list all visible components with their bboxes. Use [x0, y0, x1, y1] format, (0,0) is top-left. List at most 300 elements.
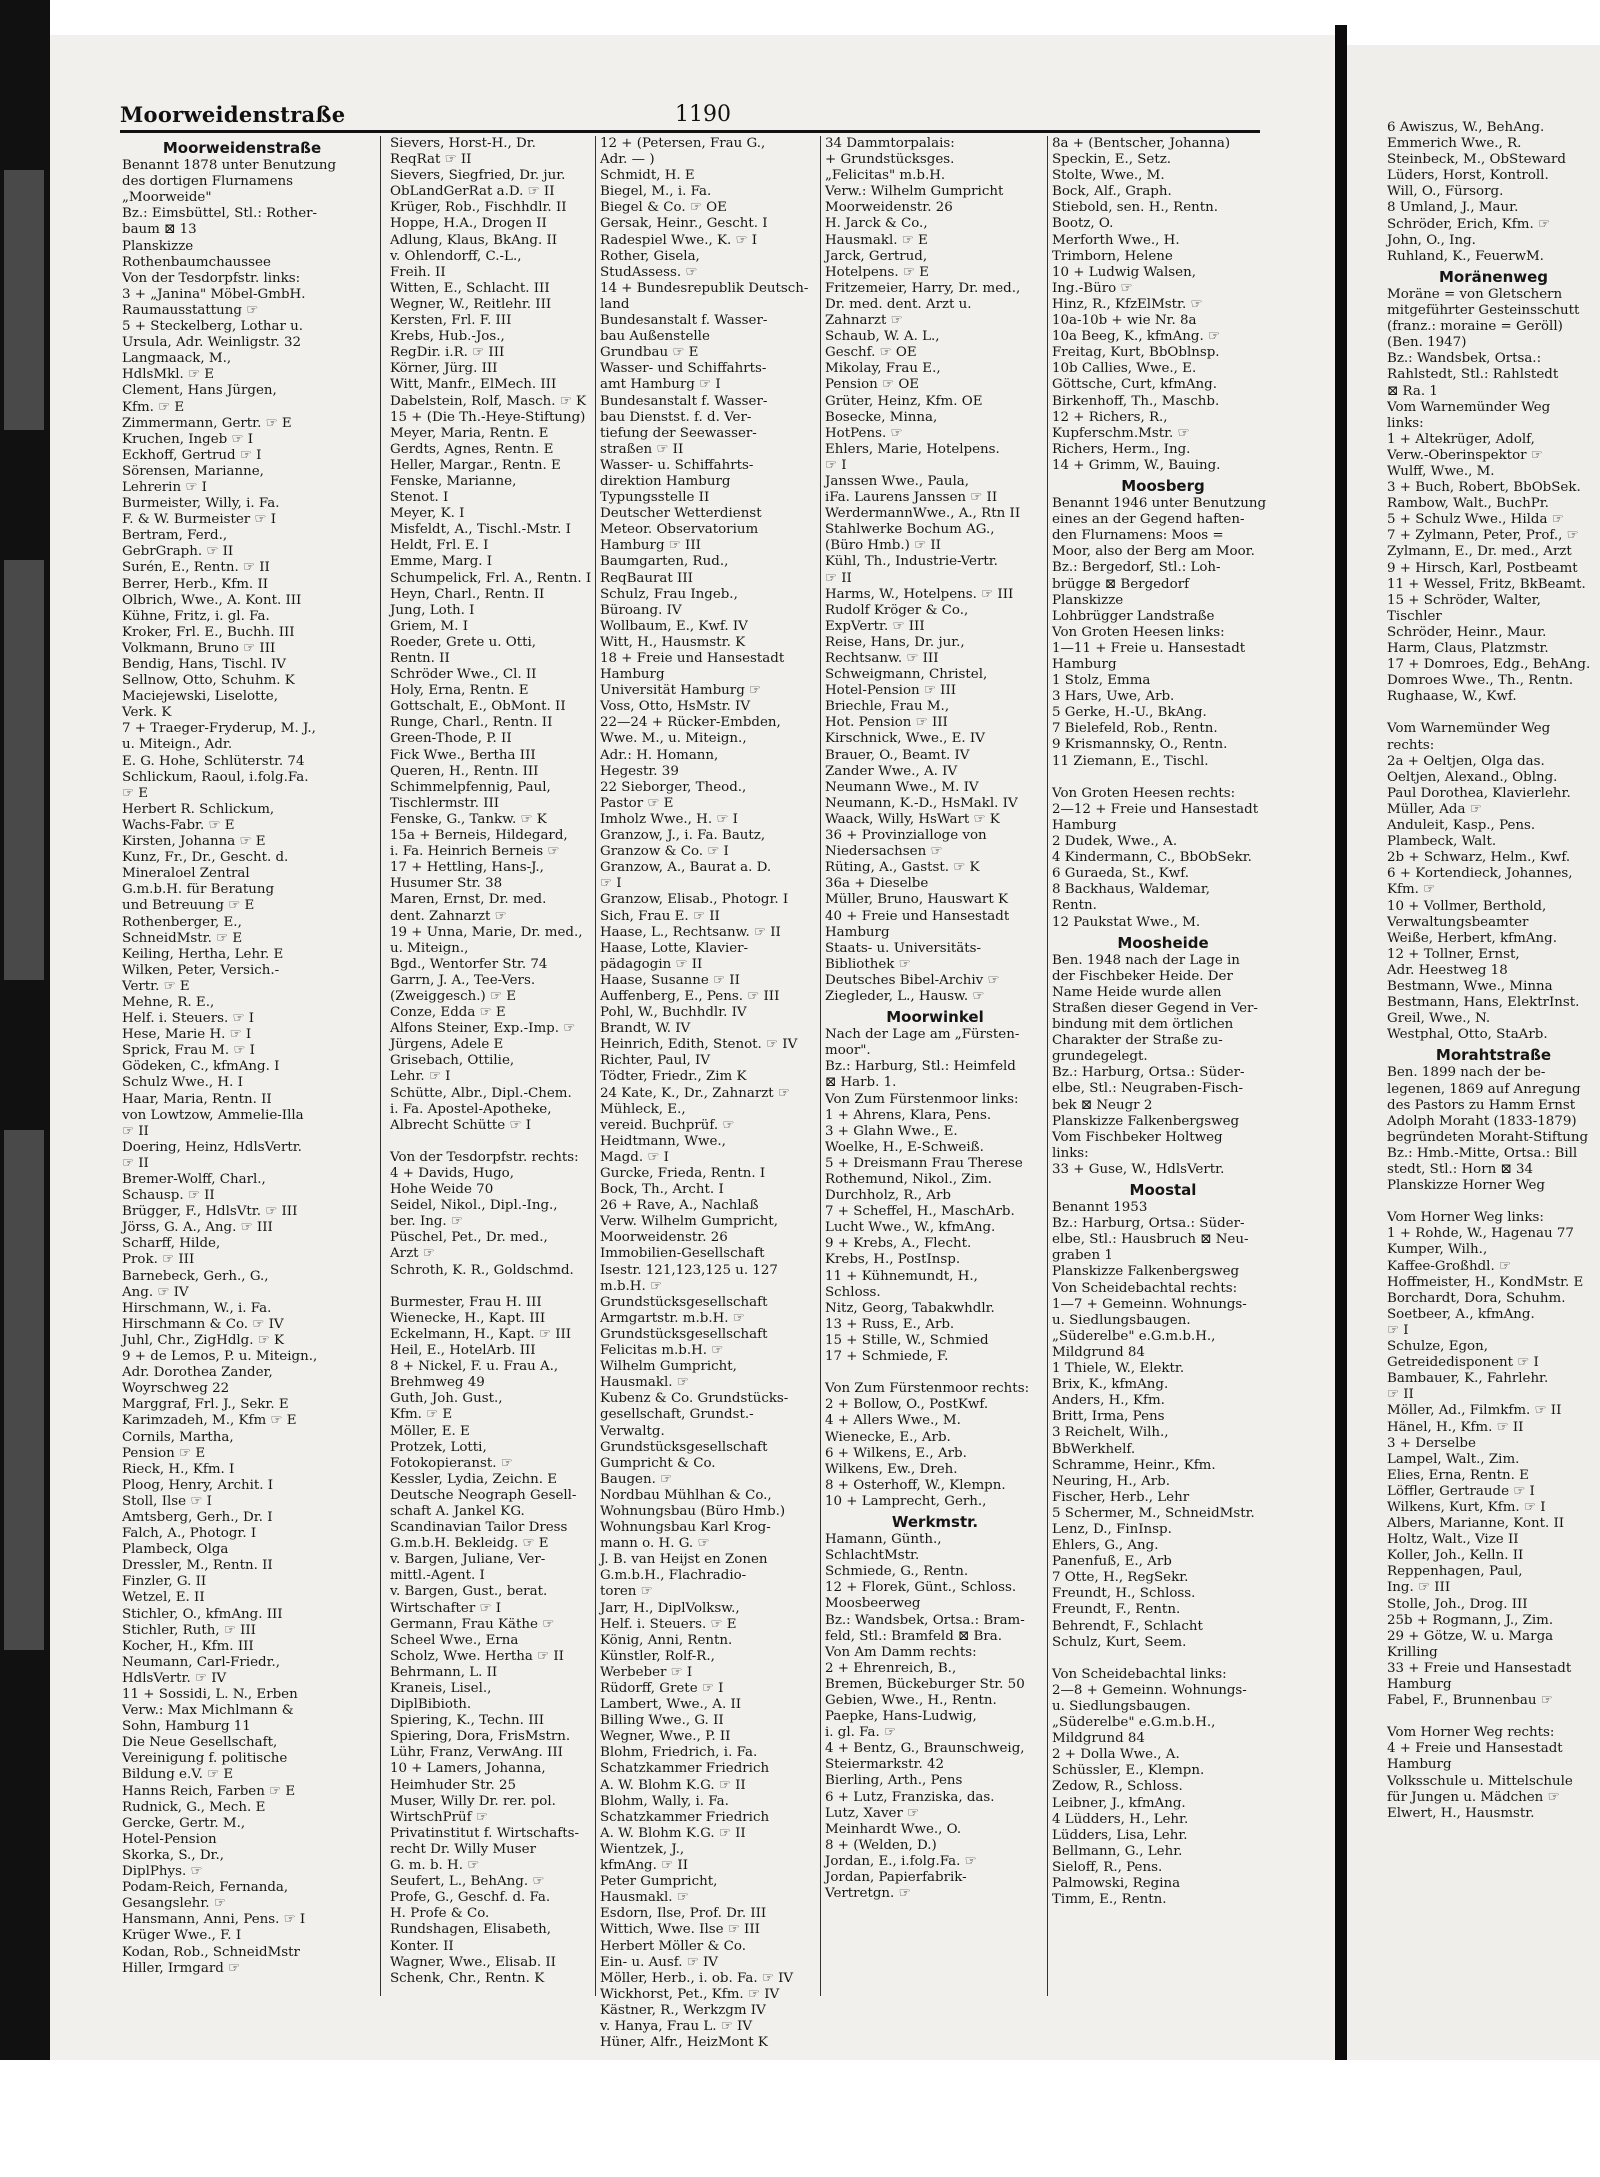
directory-line: Bundesanstalt f. Wasser-	[600, 313, 768, 329]
directory-line: Hanns Reich, Farben ☞ E	[122, 1783, 296, 1799]
directory-line: Rechtsanw. ☞ III	[825, 651, 939, 666]
directory-line: Meinhardt Wwe., O.	[825, 1821, 962, 1837]
directory-line: 22—24 + Rücker-Embden,	[600, 715, 781, 731]
directory-line: Gerdts, Agnes, Rentn. E	[390, 441, 554, 457]
directory-line: Bertram, Ferd.,	[122, 528, 228, 544]
directory-line: HdlsMkl. ☞ E	[122, 367, 215, 383]
directory-line: Harm, Claus, Platzmstr.	[1387, 641, 1549, 656]
directory-line: Bz.: Eimsbüttel, Stl.: Rother-	[122, 206, 318, 222]
directory-line: Ing.-Büro ☞	[1052, 280, 1133, 296]
directory-line: des dortigen Flurnamens	[122, 174, 294, 190]
directory-line: Waack, Willy, HsWart ☞ K	[825, 811, 1000, 827]
directory-line: 2 Dudek, Wwe., A.	[1052, 834, 1178, 850]
directory-line: u. Siedlungsbaugen.	[1052, 1699, 1191, 1714]
directory-line: Biegel & Co. ☞ OE	[600, 200, 727, 216]
directory-line: legenen, 1869 auf Anregung	[1387, 1081, 1581, 1097]
directory-line: Mildgrund 84	[1052, 1731, 1145, 1747]
directory-line: Name Heide wurde allen	[1052, 984, 1222, 1000]
directory-line	[1052, 1651, 1274, 1667]
directory-line: Vertr. ☞ E	[122, 978, 190, 994]
directory-line: Stiebold, sen. H., Rentn.	[1052, 200, 1219, 216]
directory-line: Krüger, Rob., Fischhdlr. II	[390, 200, 567, 216]
directory-line: mann o. H. G. ☞	[600, 1536, 710, 1552]
street-heading: Moorweidenstraße	[162, 139, 322, 157]
directory-line: Gersak, Heinr., Gescht. I	[600, 216, 768, 232]
directory-line: Rughaase, W., Kwf.	[1387, 689, 1517, 705]
directory-line: Schumpelick, Frl. A., Rentn. I	[390, 570, 592, 586]
directory-line: recht Dr. Willy Muser	[390, 1841, 536, 1857]
directory-line: Hansmann, Anni, Pens. ☞ I	[122, 1912, 306, 1928]
directory-line: Biegel, M., i. Fa.	[600, 184, 712, 200]
directory-line: + Grundstücksges.	[825, 152, 955, 168]
directory-line: Bibliothek ☞	[825, 956, 911, 972]
directory-line: 10 + Lamprecht, Gerh.,	[825, 1493, 987, 1509]
directory-line: bek ⊠ Neugr 2	[1052, 1097, 1153, 1113]
directory-line: 1 Stolz, Emma	[1052, 673, 1151, 689]
directory-line: ☞ I	[1387, 1322, 1409, 1338]
directory-line: Grundstücksgesellschaft	[600, 1326, 768, 1342]
directory-line: (franz.: moraine = Geröll)	[1387, 319, 1563, 335]
directory-line	[1052, 770, 1274, 786]
directory-line: 15 + Stille, W., Schmied	[825, 1332, 989, 1348]
directory-line: v. Hanya, Frau L. ☞ IV	[600, 2018, 753, 2034]
directory-line: 11 + Kühnemundt, H.,	[825, 1268, 978, 1284]
directory-line: Borchardt, Dora, Schuhm.	[1387, 1290, 1566, 1306]
directory-line: Stolte, Wwe., M.	[1052, 168, 1165, 184]
directory-line: Schmidt, H. E	[600, 168, 695, 184]
directory-column-3	[600, 136, 820, 2051]
directory-line: Ursula, Adr. Weinligstr. 32	[122, 335, 302, 351]
directory-line: 24 Kate, K., Dr., Zahnarzt ☞	[600, 1085, 790, 1101]
directory-line: Volkmann, Bruno ☞ III	[122, 640, 276, 656]
directory-line: 2 + Ehrenreich, B.,	[825, 1660, 957, 1676]
directory-line: Hamburg	[1052, 817, 1117, 833]
directory-line	[825, 1365, 1045, 1381]
directory-line: Immobilien-Gesellschaft	[600, 1246, 765, 1262]
directory-line: ☞ II	[825, 570, 852, 586]
directory-line: Runge, Charl., Rentn. II	[390, 715, 553, 731]
directory-line: amt Hamburg ☞ I	[600, 377, 721, 393]
directory-line: Paul Dorothea, Klavierlehr.	[1387, 785, 1571, 801]
directory-line: Pension ☞ E	[122, 1445, 206, 1461]
directory-line: Behrmann, L. II	[390, 1664, 498, 1680]
directory-line: Freundt, F., Rentn.	[1052, 1602, 1181, 1618]
directory-line: Lüdders, Lisa, Lehr.	[1052, 1827, 1188, 1843]
directory-line: Bambauer, K., Fahrlehr.	[1387, 1371, 1549, 1387]
directory-line: Vom Warnemünder Weg	[1387, 721, 1551, 737]
directory-line: Britt, Irma, Pens	[1052, 1409, 1165, 1425]
directory-line: Gottschalt, E., ObMont. II	[390, 699, 566, 715]
directory-line: G.m.b.H., Flachradio-	[600, 1568, 747, 1584]
directory-line: 36 + Provinzialloge von	[825, 828, 987, 844]
directory-line: Auffenberg, E., Pens. ☞ III	[600, 988, 780, 1004]
directory-line: Merforth Wwe., H.	[1052, 232, 1180, 248]
directory-line: 3 Hars, Uwe, Arb.	[1052, 689, 1175, 705]
directory-line: Fischer, Herb., Lehr	[1052, 1489, 1190, 1505]
directory-line: Reise, Hans, Dr. jur.,	[825, 634, 965, 650]
directory-line: 15 + (Die Th.-Heye-Stiftung)	[390, 409, 586, 425]
directory-line: Püschel, Pet., Dr. med.,	[390, 1230, 548, 1246]
directory-line: Finzler, G. II	[122, 1574, 207, 1590]
directory-line: Von der Tesdorpfstr. rechts:	[390, 1149, 579, 1165]
directory-line: Will, O., Fürsorg.	[1387, 184, 1504, 200]
directory-line: Surén, E., Rentn. ☞ II	[122, 560, 270, 576]
directory-line: Wilkens, Ew., Dreh.	[825, 1461, 958, 1477]
directory-line: Baugen. ☞	[600, 1471, 673, 1487]
directory-line: Schweigmann, Christel,	[825, 667, 988, 683]
directory-line: tiefung der Seewasser-	[600, 425, 757, 441]
directory-line: Wienecke, H., Kapt. III	[390, 1310, 546, 1326]
directory-line: 1—7 + Gemeinn. Wohnungs-	[1052, 1296, 1247, 1312]
directory-line: Neumann, Carl-Friedr.,	[122, 1654, 281, 1670]
directory-line: 7 + Zylmann, Peter, Prof., ☞	[1387, 528, 1579, 544]
directory-line: Timm, E., Rentn.	[1052, 1892, 1167, 1908]
directory-line: SchneidMstr. ☞ E	[122, 930, 243, 946]
directory-line: Verw.: Max Michlmann &	[122, 1703, 294, 1719]
directory-line: Lohbrügger Landstraße	[1052, 608, 1215, 624]
directory-line: Verw.-Oberinspektor ☞	[1387, 447, 1543, 463]
directory-line: Hese, Marie H. ☞ I	[122, 1027, 252, 1043]
directory-line: 8 + Osterhoff, W., Klempn.	[825, 1477, 1006, 1493]
directory-line: Von Scheidebachtal rechts:	[1052, 1280, 1238, 1296]
directory-line: Soetbeer, A., kfmAng.	[1387, 1306, 1535, 1322]
directory-line: Marggraf, Frl. J., Sekr. E	[122, 1397, 289, 1413]
directory-line: 33 + Freie und Hansestadt	[1387, 1660, 1572, 1676]
directory-line: u. Miteign., Adr.	[122, 737, 233, 753]
directory-line: Fotokopieranst. ☞	[390, 1455, 513, 1471]
directory-line: Hinz, R., KfzElMstr. ☞	[1052, 296, 1203, 312]
directory-line: Hiller, Irmgard ☞	[122, 1960, 241, 1976]
directory-line: Hoffmeister, H., KondMstr. E	[1387, 1274, 1584, 1290]
directory-line: Wasser- und Schiffahrts-	[600, 361, 767, 377]
directory-line: Stenot. I	[390, 490, 449, 506]
directory-line: Hirschmann, W., i. Fa.	[122, 1300, 272, 1316]
directory-line: toren ☞	[600, 1584, 653, 1600]
directory-line: Kunz, Fr., Dr., Gescht. d.	[122, 850, 289, 866]
directory-line: Pension ☞ OE	[825, 377, 920, 393]
directory-line: Conze, Edda ☞ E	[390, 1005, 506, 1021]
directory-line: Griem, M. I	[390, 618, 469, 634]
directory-line: 5 + Dreismann Frau Therese	[825, 1155, 1023, 1171]
directory-line: Speckin, E., Setz.	[1052, 152, 1172, 168]
directory-line: Langmaack, M.,	[122, 351, 232, 367]
directory-line: Wasser- u. Schiffahrts-	[600, 457, 754, 473]
directory-line: pädagogin ☞ II	[600, 956, 703, 972]
directory-line: Doering, Heinz, HdlsVertr.	[122, 1139, 302, 1155]
directory-line: 8 Umland, J., Maur.	[1387, 200, 1519, 216]
directory-line: Pohl, W., Buchhdlr. IV	[600, 1005, 747, 1021]
directory-line: Konter. II	[390, 1938, 454, 1954]
directory-line: Kirschnick, Wwe., E. IV	[825, 731, 985, 747]
directory-line: Green-Thode, P. II	[390, 731, 512, 747]
directory-line: Rentn.	[1052, 898, 1097, 914]
directory-line: Vom Horner Weg links:	[1387, 1210, 1544, 1226]
street-heading: Morahtstraße	[1435, 1046, 1552, 1065]
directory-line: Panenfuß, E., Arb	[1052, 1554, 1172, 1570]
directory-line: Deutsches Bibel-Archiv ☞	[825, 972, 1000, 988]
directory-line: Steiermarkstr. 42	[825, 1757, 945, 1773]
directory-line: stedt, Stl.: Horn ⊠ 34	[1387, 1162, 1534, 1177]
directory-line: HotPens. ☞	[825, 425, 903, 441]
directory-line: 10 + Lamers, Johanna,	[390, 1761, 546, 1777]
directory-line: 9 + de Lemos, P. u. Miteign.,	[122, 1349, 318, 1365]
directory-line: Kupferschm.Mstr. ☞	[1052, 425, 1190, 441]
directory-line: 12 + Florek, Günt., Schloss.	[825, 1580, 1017, 1596]
directory-line: und Betreuung ☞ E	[122, 898, 255, 914]
directory-line: 9 + Krebs, A., Flecht.	[825, 1236, 972, 1252]
directory-line: 9 + Hirsch, Karl, Postbeamt	[1387, 560, 1578, 576]
directory-line: Granzow, A., Baurat a. D.	[600, 860, 772, 876]
directory-line: moor".	[825, 1043, 871, 1059]
directory-line: Imholz Wwe., H. ☞ I	[600, 811, 738, 827]
directory-line: 10 + Vollmer, Berthold,	[1387, 898, 1547, 914]
directory-line: Wickhorst, Pet., Kfm. ☞ IV	[600, 1986, 780, 2002]
directory-line: 8 + (Welden, D.)	[825, 1837, 937, 1853]
directory-line: DiplPhys. ☞	[122, 1864, 203, 1880]
directory-line: eines an der Gegend haften-	[1052, 512, 1245, 528]
directory-line: 8a + (Bentscher, Johanna)	[1052, 136, 1231, 151]
directory-line: Möller, E. E	[390, 1423, 470, 1439]
directory-line: Hamann, Günth.,	[825, 1532, 942, 1548]
directory-line: mitgeführter Gesteinsschutt	[1387, 303, 1580, 319]
directory-line: 15a + Berneis, Hildegard,	[390, 828, 568, 844]
directory-line: Spiering, K., Techn. III	[390, 1713, 545, 1729]
directory-line: Emmerich Wwe., R.	[1387, 136, 1522, 152]
directory-line: WerdermannWwe., A., Rtn II	[825, 506, 1021, 522]
directory-line: v. Bargen, Juliane, Ver-	[390, 1552, 546, 1568]
directory-line: Grisebach, Ottilie,	[390, 1053, 515, 1069]
directory-line: Haase, L., Rechtsanw. ☞ II	[600, 924, 781, 940]
directory-line: Heldt, Frl. E. I	[390, 538, 489, 554]
scan-smear	[4, 560, 44, 980]
directory-line: Bierling, Arth., Pens	[825, 1773, 963, 1789]
directory-line: Dabelstein, Rolf, Masch. ☞ K	[390, 393, 586, 409]
directory-line: Juhl, Chr., ZigHdlg. ☞ K	[122, 1332, 285, 1348]
directory-line: A. W. Blohm K.G. ☞ II	[600, 1825, 746, 1841]
directory-line: vereid. Buchprüf. ☞	[600, 1117, 735, 1133]
directory-line: Von Groten Heesen links:	[1052, 624, 1225, 640]
directory-line: Hamburg	[1387, 1757, 1452, 1773]
directory-line: Brehmweg 49	[390, 1375, 485, 1391]
directory-line: Hot. Pension ☞ III	[825, 715, 948, 731]
directory-line: StudAssess. ☞	[600, 264, 698, 280]
directory-line: Schmiede, G., Rentn.	[825, 1564, 969, 1580]
directory-line: Adr. Dorothea Zander,	[122, 1365, 273, 1381]
directory-line: Sörensen, Marianne,	[122, 463, 264, 479]
directory-line: H. Profe & Co.	[390, 1906, 490, 1922]
directory-line: Universität Hamburg ☞	[600, 683, 762, 699]
directory-line: John, O., Ing.	[1387, 232, 1476, 248]
directory-line: Adr.: H. Homann,	[600, 747, 719, 763]
directory-column-4	[825, 136, 1045, 2036]
street-heading: Moosheide	[1117, 933, 1209, 952]
directory-column-2	[390, 136, 598, 2036]
directory-line: 2—12 + Freie und Hansestadt	[1052, 801, 1259, 817]
directory-line: Germann, Frau Käthe ☞	[390, 1616, 555, 1632]
directory-column-6	[1387, 120, 1600, 2020]
directory-line: i. Fa. Apostel-Apotheke,	[390, 1101, 552, 1117]
directory-line: Schausp. ☞ II	[122, 1188, 215, 1204]
directory-line: Jordan, Papierfabrik-	[825, 1870, 967, 1886]
directory-line: Bock, Th., Archt. I	[600, 1182, 724, 1198]
directory-line: Witt, H., Hausmstr. K	[600, 634, 746, 650]
directory-line: Grundbau ☞ E	[600, 345, 699, 361]
directory-line: ReqRat ☞ II	[390, 152, 472, 168]
directory-line: Lenz, D., FinInsp.	[1052, 1521, 1172, 1537]
directory-line: 6 + Kortendieck, Johannes,	[1387, 866, 1573, 882]
directory-line: Kfm. ☞	[1387, 882, 1436, 898]
directory-line: Schloss.	[825, 1284, 881, 1300]
directory-line: Grundstücksgesellschaft	[600, 1439, 768, 1455]
directory-line: Von Zum Fürstenmoor rechts:	[825, 1381, 1030, 1397]
directory-line: Garrn, J. A., Tee-Vers.	[390, 972, 536, 988]
directory-line: Husumer Str. 38	[390, 876, 503, 892]
directory-line: Moorweidenstr. 26	[600, 1230, 728, 1246]
directory-line: Sich, Frau E. ☞ II	[600, 908, 720, 924]
directory-line: Tischler	[1387, 608, 1442, 624]
directory-line: Krilling	[1387, 1644, 1438, 1660]
column-divider	[820, 136, 821, 1996]
directory-line: Guth, Joh. Gust.,	[390, 1391, 503, 1407]
directory-line: „Süderelbe" e.G.m.b.H.,	[1052, 1715, 1216, 1731]
directory-line: 12 Paukstat Wwe., M.	[1052, 914, 1201, 930]
directory-line: 11 + Wessel, Fritz, BkBeamt.	[1387, 576, 1586, 592]
directory-line: Kühne, Fritz, i. gl. Fa.	[122, 608, 270, 624]
directory-line: Bootz, O.	[1052, 216, 1114, 232]
directory-line: Mineraloel Zentral	[122, 866, 250, 882]
directory-line: H. Jarck & Co.,	[825, 216, 928, 232]
directory-line: Vom Warnemünder Weg	[1387, 399, 1551, 415]
directory-line: 6 + Wilkens, E., Arb.	[825, 1445, 967, 1461]
directory-line: Rothenbaumchaussee	[122, 254, 271, 270]
directory-line: Falch, A., Photogr. I	[122, 1526, 257, 1542]
directory-line: Ein- u. Ausf. ☞ IV	[600, 1954, 718, 1970]
directory-line: Bz.: Harburg, Stl.: Heimfeld	[825, 1059, 1016, 1075]
directory-line: ⊠ Harb. 1.	[825, 1075, 897, 1091]
directory-line: Benannt 1953	[1052, 1200, 1148, 1216]
directory-line: ☞ I	[600, 876, 622, 892]
directory-line: Nordbau Mühlhan & Co.,	[600, 1487, 772, 1503]
directory-line: RegDir. i.R. ☞ III	[390, 345, 505, 361]
directory-line: Adr. — )	[600, 152, 655, 168]
directory-line: Magd. ☞ I	[600, 1149, 669, 1165]
directory-line: der Fischbeker Heide. Der	[1052, 968, 1233, 984]
directory-line: Dr. med. dent. Arzt u.	[825, 296, 972, 312]
directory-line: Ben. 1899 nach der be-	[1387, 1065, 1546, 1081]
directory-line: ber. Ing. ☞	[390, 1214, 463, 1230]
directory-line: Wegner, Wwe., P. II	[600, 1729, 731, 1745]
directory-line: Fenske, G., Tankw. ☞ K	[390, 811, 547, 827]
directory-line: 33 + Guse, W., HdlsVertr.	[1052, 1161, 1225, 1177]
directory-line: baum ⊠ 13	[122, 222, 197, 238]
directory-line: rechts:	[1387, 737, 1435, 753]
directory-line: 4 Kindermann, C., BbObSekr.	[1052, 850, 1252, 866]
directory-line: Cornils, Martha,	[122, 1429, 234, 1445]
directory-line: Wienecke, E., Arb.	[825, 1429, 951, 1445]
directory-line: Kühl, Th., Industrie-Vertr.	[825, 554, 998, 570]
directory-line: Wilkens, Kurt, Kfm. ☞ I	[1387, 1499, 1546, 1515]
directory-line: Charakter der Straße zu-	[1052, 1033, 1223, 1049]
directory-line: Rüting, A., Gastst. ☞ K	[825, 860, 980, 876]
directory-line: Woelke, H., E-Schweiß.	[825, 1139, 984, 1155]
directory-line: Scholz, Wwe. Hertha ☞ II	[390, 1648, 564, 1664]
directory-line: Jürgens, Adele E	[390, 1037, 504, 1053]
directory-line: Müller, Bruno, Hauswart K	[825, 892, 1008, 908]
directory-line: 3 + Glahn Wwe., E.	[825, 1123, 958, 1139]
directory-line: Möller, Herb., i. ob. Fa. ☞ IV	[600, 1970, 794, 1986]
directory-line: Bremer-Wolff, Charl.,	[122, 1172, 266, 1187]
directory-line: 8 + Nickel, F. u. Frau A.,	[390, 1359, 559, 1375]
directory-line: Planskizze	[1052, 592, 1124, 608]
directory-line: Stoll, Ilse ☞ I	[122, 1493, 212, 1509]
directory-line: Oeltjen, Alexand., Oblng.	[1387, 769, 1558, 785]
directory-line: Palmowski, Regina	[1052, 1876, 1181, 1892]
directory-line: mittl.-Agent. I	[390, 1568, 485, 1584]
directory-line: Krüger Wwe., F. I	[122, 1928, 242, 1944]
directory-line: Planskizze	[122, 238, 194, 254]
directory-line: Ehlers, Marie, Hotelpens.	[825, 441, 1000, 457]
directory-line: Adlung, Klaus, BkAng. II	[390, 232, 558, 248]
directory-line: G.m.b.H. für Beratung	[122, 882, 275, 898]
directory-line: Werbeber ☞ I	[600, 1664, 693, 1680]
directory-line: Niedersachsen ☞	[825, 844, 943, 860]
directory-line: Ehlers, G., Ang.	[1052, 1538, 1159, 1554]
directory-line: ExpVertr. ☞ III	[825, 618, 925, 634]
directory-line: Tischlermstr. III	[390, 795, 500, 811]
directory-line: Wachs-Fabr. ☞ E	[122, 817, 235, 833]
directory-line: Benannt 1878 unter Benutzung	[122, 158, 337, 174]
directory-line: Vom Fischbeker Holtweg	[1052, 1129, 1223, 1145]
directory-line: Lutz, Xaver ☞	[825, 1805, 920, 1821]
directory-line: Eckhoff, Gertrud ☞ I	[122, 447, 262, 463]
scan-smear	[4, 170, 44, 430]
directory-line: Peter Gumpricht,	[600, 1874, 718, 1890]
directory-line: Heimhuder Str. 25	[390, 1777, 517, 1793]
directory-line: König, Anni, Rentn.	[600, 1632, 733, 1648]
directory-line: Hohe Weide 70	[390, 1182, 494, 1198]
directory-line: Queren, H., Rentn. III	[390, 763, 539, 779]
directory-line: 4 + Freie und Hansestadt	[1387, 1741, 1563, 1757]
directory-line: Misfeldt, A., Tischl.-Mstr. I	[390, 522, 571, 538]
directory-line: iFa. Laurens Janssen ☞ II	[825, 490, 998, 506]
directory-line: (Zweiggesch.) ☞ E	[390, 988, 517, 1004]
directory-line: ☞ II	[1387, 1387, 1414, 1403]
directory-line: Vertretgn. ☞	[825, 1886, 911, 1902]
directory-line: Bz.: Wandsbek, Ortsa.: Bram-	[825, 1612, 1025, 1628]
directory-line: Moosbeerweg	[825, 1596, 921, 1612]
directory-line: Kumper, Wilh.,	[1387, 1242, 1488, 1258]
directory-line: Verw.: Wilhelm Gumpricht	[825, 184, 1004, 200]
directory-line: Bestmann, Wwe., Minna	[1387, 978, 1553, 994]
directory-line: 3 + Derselbe	[1387, 1435, 1476, 1451]
directory-line: Gebien, Wwe., H., Rentn.	[825, 1693, 997, 1708]
directory-line: Hänel, H., Kfm. ☞ II	[1387, 1419, 1524, 1435]
directory-line: Jarr, H., DiplVolksw.,	[600, 1600, 740, 1616]
directory-line: Hausmakl. ☞	[600, 1375, 689, 1391]
directory-line: ⊠ Ra. 1	[1387, 383, 1438, 399]
directory-line: G. m. b. H. ☞	[390, 1858, 480, 1874]
directory-line: Lucht Wwe., W., kfmAng.	[825, 1220, 996, 1236]
directory-line: 9 Krismannsky, O., Rentn.	[1052, 737, 1228, 753]
directory-line: Emme, Marg. I	[390, 554, 493, 570]
directory-line: Möller, Ad., Filmkfm. ☞ II	[1387, 1403, 1562, 1419]
directory-line: Westphal, Otto, StaArb.	[1387, 1027, 1548, 1043]
directory-line: Schulz Wwe., H. I	[122, 1075, 243, 1091]
directory-line: Leibner, J., kfmAng.	[1052, 1795, 1186, 1811]
directory-line: Stichler, O., kfmAng. III	[122, 1606, 283, 1622]
directory-line: straßen ☞ II	[600, 441, 684, 457]
directory-line: 12 + Tollner, Ernst,	[1387, 946, 1520, 962]
